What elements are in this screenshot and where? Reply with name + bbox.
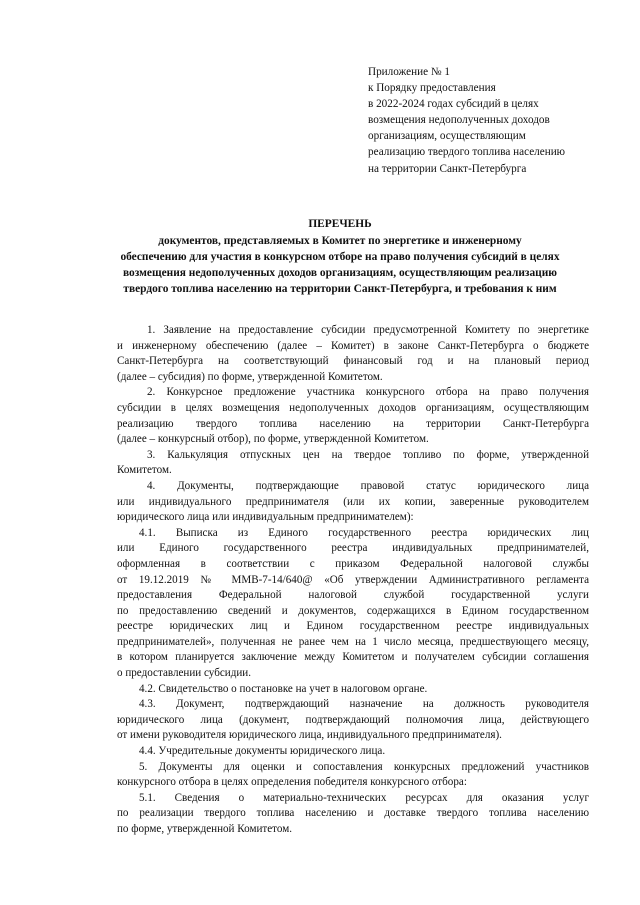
body-line: 2. Конкурсное предложение участника конкурсного отбора на право получения — [147, 386, 589, 399]
heading-line: документов, представляемых в Комитет по энергетике и инженерному — [158, 235, 522, 248]
body-line: предпринимателей», полученная не ранее чем на 1 число месяца, предшествующего месяцу, — [117, 635, 589, 648]
body-line: конкурсного отбора в целях определения победителя конкурсного отбора: — [117, 776, 467, 789]
body-line: и инженерному обеспечению (далее – Комитет) в законе Санкт-Петербурга о бюджете — [117, 339, 589, 352]
body-line: 1. Заявление на предоставление субсидии предусмотренной Комитету по энергетике — [147, 324, 589, 336]
body-line: от 19.12.2019 № ММВ-7-14/640@ «Об утверждении Административного регламента — [117, 573, 589, 586]
appendix-line: Приложение № 1 — [368, 66, 450, 78]
body-line: 4.3. Документ, подтверждающий назначение на должность руководителя — [139, 698, 589, 711]
appendix-line: организациям, осуществляющим — [368, 130, 526, 143]
body-line: Комитетом. — [117, 464, 172, 477]
body-line: 4. Документы, подтверждающие правовой статус юридического лица — [147, 479, 589, 492]
appendix-line: возмещения недополученных доходов — [368, 114, 550, 127]
body-line: (далее – конкурсный отбор), по форме, утвержденной Комитетом. — [117, 433, 429, 446]
body-line: оформленная в соответствии с приказом Федеральной налоговой службы — [117, 557, 589, 570]
body-line: реестре юридических лиц и Едином государственном реестре индивидуальных — [117, 620, 589, 633]
body-line: юридического лица (документ, подтверждающий полномочия лица, действующего — [117, 713, 589, 726]
document-body — [117, 323, 589, 838]
appendix-line: реализацию твердого топлива населению — [368, 146, 566, 159]
body-line: по предоставлению сведений и документов, содержащихся в Едином государственном — [117, 604, 589, 617]
body-line: 4.4. Учредительные документы юридического лица. — [139, 745, 386, 758]
appendix-line: к Порядку предоставления — [368, 82, 496, 95]
body-line: о предоставлении субсидии. — [117, 667, 251, 680]
heading-line: обеспечению для участия в конкурсном отборе на право получения субсидий в целях — [120, 251, 560, 264]
body-line: 4.2. Свидетельство о постановке на учет в налоговом органе. — [139, 682, 428, 695]
body-line: 5.1. Сведения о материально-технических ресурсах для оказания услуг — [139, 791, 589, 804]
body-line: субсидии в целях возмещения недополученных доходов организациям, осуществляющим — [117, 401, 589, 414]
body-line: в котором планируется заключение между Комитетом и получателем субсидии соглашения — [117, 651, 589, 664]
body-line: юридического лица или индивидуальным предпринимателем): — [117, 511, 414, 524]
body-line: или индивидуального предпринимателя (или их копии, заверенные руководителем — [117, 495, 589, 508]
body-line: Санкт-Петербурга на соответствующий финансовый год и на плановый период — [117, 355, 589, 368]
appendix-line: в 2022-2024 годах субсидий в целях — [368, 98, 539, 111]
appendix-block — [368, 64, 618, 177]
body-line: по реализации твердого топлива населению и доставке твердого топлива населению — [117, 807, 589, 820]
document-title: ПЕРЕЧЕНЬ — [308, 218, 372, 230]
body-line: реализацию твердого топлива населению на территории Санкт-Петербурга — [117, 417, 589, 430]
body-line: (далее – субсидия) по форме, утвержденной Комитетом. — [117, 370, 383, 383]
body-line: 5. Документы для оценки и сопоставления конкурсных предложений участников — [139, 760, 589, 773]
body-line: 3. Калькуляция отпускных цен на твердое топливо по форме, утвержденной — [147, 448, 589, 461]
body-line: предоставления Федеральной налоговой службой государственной услуги — [117, 589, 589, 602]
appendix-line: на территории Санкт-Петербурга — [368, 162, 527, 175]
body-line: 4.1. Выписка из Единого государственного реестра юридических лиц — [139, 526, 589, 539]
body-line: от имени руководителя юридического лица, индивидуального предпринимателя). — [117, 729, 502, 742]
heading-line: твердого топлива населению на территории Санкт-Петербурга, и требования к ним — [123, 283, 557, 296]
document-heading — [90, 216, 590, 297]
body-line: по форме, утвержденной Комитетом. — [117, 823, 293, 835]
heading-line: возмещения недополученных доходов организациям, осуществляющим реализацию — [122, 267, 558, 280]
body-line: или Единого государственного реестра индивидуальных предпринимателей, — [117, 542, 589, 555]
